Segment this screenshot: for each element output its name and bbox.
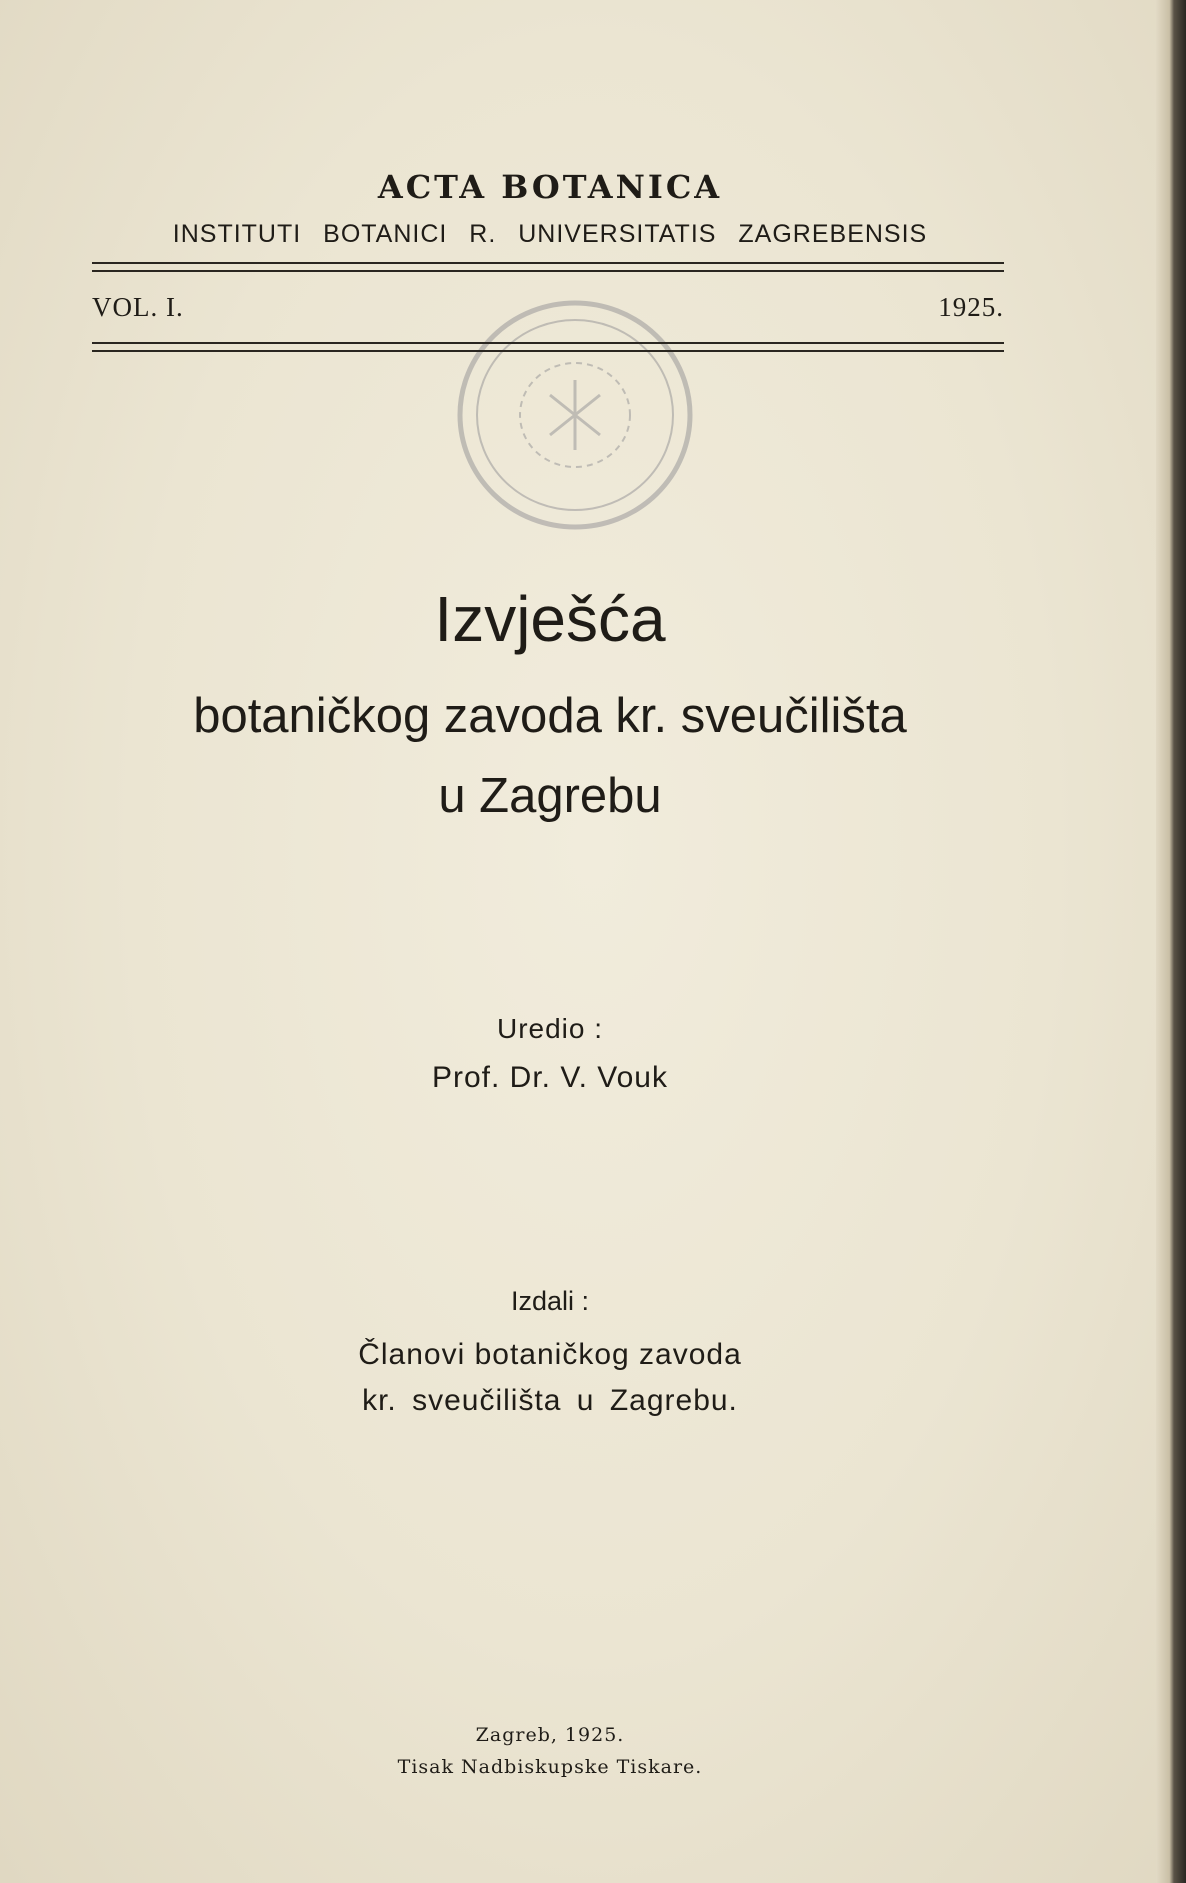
main-subtitle-line2: u Zagrebu [438,769,662,823]
volume-year: 1925. [938,292,1004,322]
publisher-line1: Članovi botaničkog zavoda [358,1338,742,1371]
publisher-line2: kr. sveučilišta u Zagrebu. [362,1384,738,1417]
main-subtitle-line1: botaničkog zavoda kr. sveučilišta [193,689,907,743]
imprint-place-year: Zagreb, 1925. [475,1724,625,1746]
bottom-double-rule [92,342,1004,352]
stamp-graphic [410,285,740,545]
volume-row [92,292,1004,323]
editor-name: Prof. Dr. V. Vouk [431,1061,668,1094]
top-double-rule [92,262,1004,272]
editor-label: Uredio : [496,1013,604,1044]
journal-subtitle: INSTITUTI BOTANICI R. UNIVERSITATIS ZAGREBENSIS [172,220,928,248]
volume-label: VOL. I. [92,292,184,322]
journal-title: ACTA BOTANICA [377,168,723,206]
library-stamp [410,285,740,545]
binding-edge [1156,0,1186,1883]
imprint-printer: Tisak Nadbiskupske Tiskare. [397,1756,703,1778]
publisher-label: Izdali : [510,1286,590,1316]
main-title: Izvješća [434,583,666,655]
